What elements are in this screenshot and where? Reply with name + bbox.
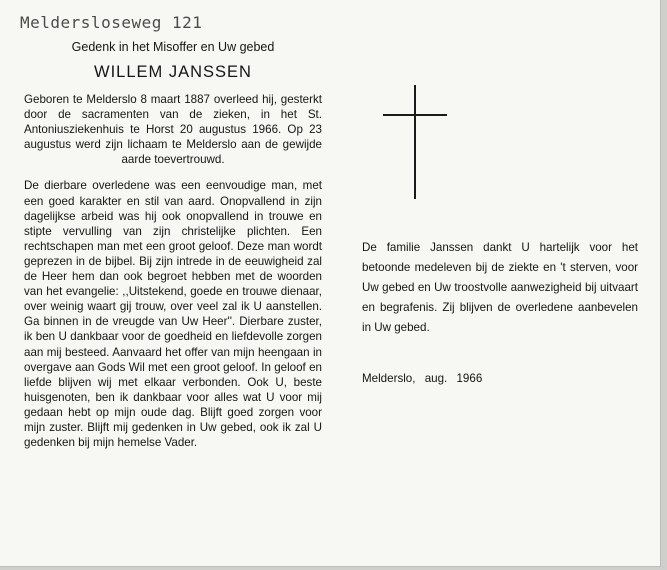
prayer-request: Gedenk in het Misoffer en Uw gebed [71, 40, 275, 54]
eulogy-paragraph: De dierbare overledene was een eenvoudige man, met een goed karakter en stil van aard. Onopvallend in zijn dagelijkse arbeid was hij ook onopvallend in trouwe en stipte vervulling van zijn christelijke plichten. Een rechtschapen man met een groot geloof. Deze man wordt geprezen in de bijbel. Bij zijn intrede in de eeuwigheid zal de Heer hem dan ook begroet hebben met de woorden van het evangelie: ,,Uitstekend, goede en trouwe dienaar, over weinig waart gij trouw, over veel zal ik U aanstellen. Ga binnen in de vreugde van Uw Heer''. Dierbare zuster, ik ben U dankbaar voor de goedheid en liefdevolle zorgen aan mij besteed. Aanvaard het offer van mijn heengaan in overgave aan Gods Wil met een groot geloof. In geloof en liefde blijven wij met elkaar verbonden. Ook U, beste huisgenoten, ben ik dankbaar voor alles wat U voor mij gedaan hebt op mijn oude dag. Blijft goed zorgen voor mijn zuster. Blijft mij gedenken in Uw gebed, ook ik zal U gedenken bij mijn hemelse Vader. [24, 179, 322, 450]
left-column [24, 40, 322, 450]
handwritten-address: Meldersloseweg 121 [20, 13, 203, 32]
place-and-date: Melderslo, aug. 1966 [362, 372, 483, 385]
cross-icon [383, 85, 447, 199]
cross-vertical-bar [414, 85, 416, 199]
cross-horizontal-bar [383, 114, 447, 116]
deceased-name: WILLEM JANSSEN [94, 63, 252, 81]
family-thanks: De familie Janssen dankt U hartelijk voor het betoonde medeleven bij de ziekte en 't sterven, voor Uw gebed en Uw troostvolle aanwezigheid bij uitvaart en begrafenis. Zij blijven de overledene aanbevelen in Uw gebed. [362, 241, 638, 334]
birth-death-paragraph: Geboren te Melderslo 8 maart 1887 overleed hij, gesterkt door de sacramenten van de zieken, in het St. Antoniusziekenhuis te Horst 20 augustus 1966. Op 23 augustus werd zijn lichaam te Melderslo aan de gewijde aarde toevertrouwd. [24, 93, 322, 167]
